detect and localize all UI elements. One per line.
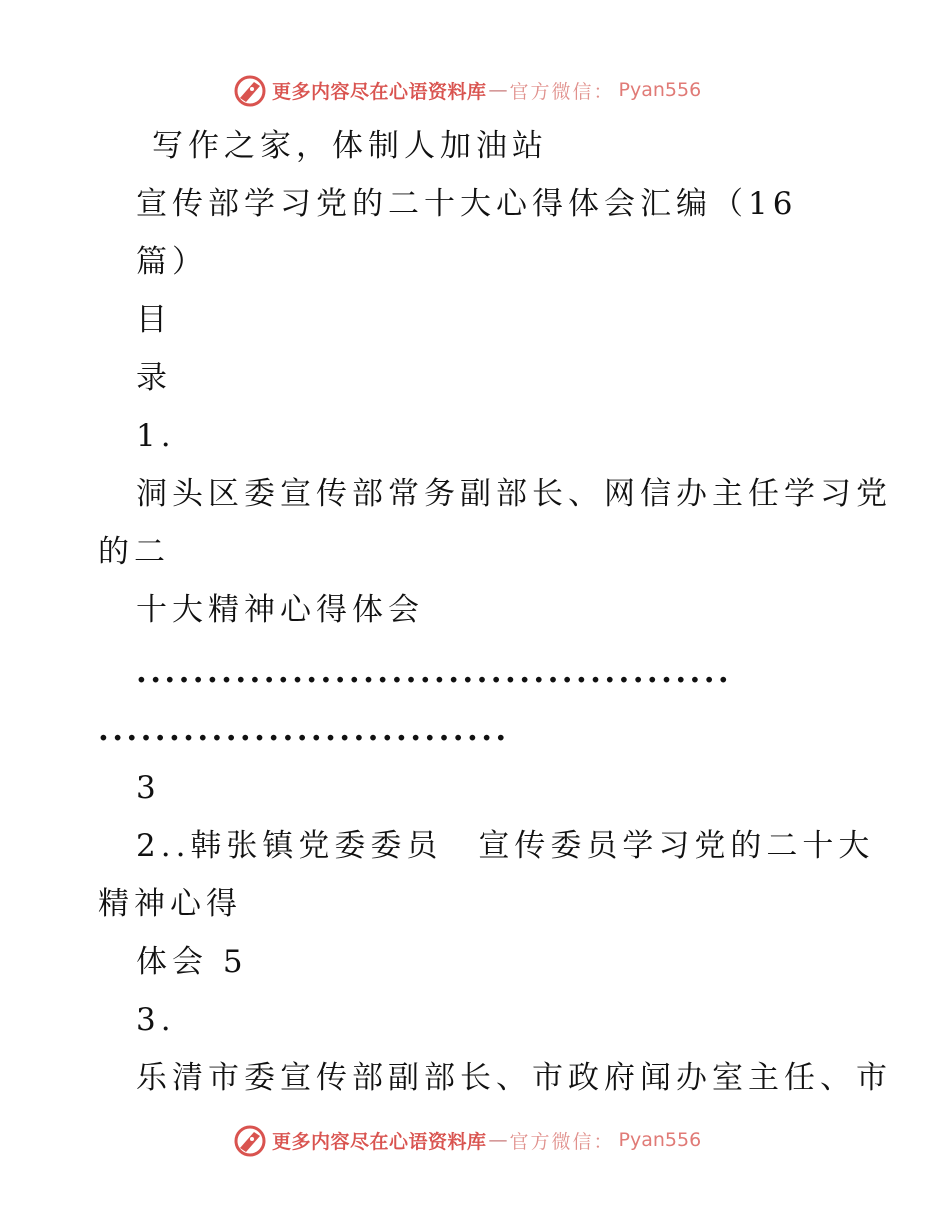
pen-nib-logo-icon — [232, 72, 268, 108]
banner-wechat-id: Pyan556 — [618, 1129, 702, 1151]
doc-title-line-2: 篇） — [136, 244, 208, 280]
doc-title-line-1: 宣传部学习党的二十大心得体会汇编（16 — [136, 186, 798, 222]
toc-item-1-line-2: 的二 — [98, 534, 170, 570]
toc-leader-dots-1: .......................................... — [136, 654, 733, 690]
banner-wechat-id: Pyan556 — [618, 79, 702, 101]
pen-nib-logo-icon — [232, 1122, 268, 1158]
toc-item-1-number: 1. — [136, 418, 176, 454]
header-banner — [232, 72, 701, 108]
banner-wechat-label: 官方微信： — [509, 80, 615, 103]
toc-item-3-line-1: 乐清市委宣传部副部长、市政府闻办室主任、市 — [136, 1060, 892, 1096]
banner-text: 更多内容尽在心语资料库 — [272, 1130, 487, 1153]
toc-item-1-line-3: 十大精神心得体会 — [136, 592, 424, 628]
banner-dash: — — [488, 1129, 508, 1151]
toc-item-1-page: 3 — [136, 770, 161, 806]
toc-heading-2: 录 — [136, 360, 172, 396]
banner-dash: — — [488, 79, 508, 101]
toc-heading-1: 目 — [136, 302, 172, 338]
footer-banner — [232, 1122, 701, 1158]
toc-item-2-line-2: 精神心得 — [98, 886, 242, 922]
toc-item-1-line-1: 洞头区委宣传部常务副部长、网信办主任学习党 — [136, 476, 892, 512]
toc-item-3-number: 3. — [136, 1002, 176, 1038]
toc-item-2-line-3: 体会 5 — [136, 944, 248, 980]
toc-leader-dots-2: ............................. — [98, 712, 510, 748]
toc-item-2-line-1: 2..韩张镇党委委员 宣传委员学习党的二十大 — [136, 828, 875, 864]
banner-text: 更多内容尽在心语资料库 — [272, 80, 487, 103]
banner-wechat-label: 官方微信： — [509, 1130, 615, 1153]
subtitle-line: 写作之家，体制人加油站 — [152, 128, 548, 164]
